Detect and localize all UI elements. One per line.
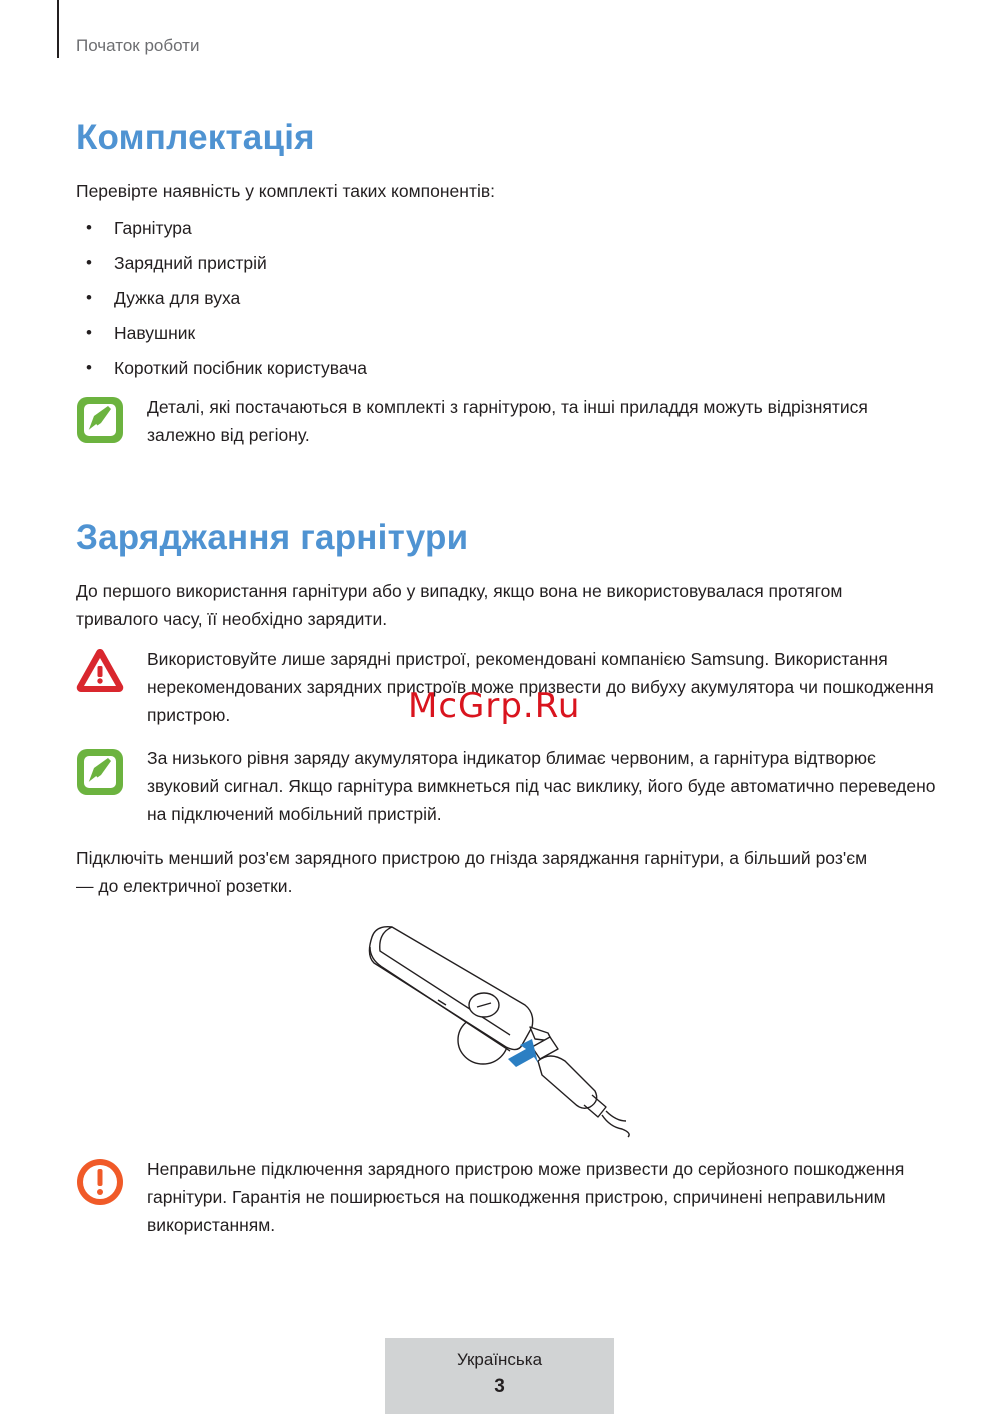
contents-intro: Перевірте наявність у комплекті таких компонентів: [76,181,496,201]
list-item: • Дужка для вуха [86,288,241,308]
list-item: • Навушник [86,323,196,343]
note-icon [75,395,125,445]
page-number: 3 [494,1376,505,1397]
charging-caution: Неправильне підключення зарядного пристрою може призвести до серйозного пошкодження гарнітури. Гарантія не поширюється на пошкодження пристрою, спричинені неправильним використанням. [147,1159,905,1235]
charging-warning: Використовуйте лише зарядні пристрої, рекомендовані компанією Samsung. Використання нерекомендованих зарядних пристроїв може призвести до вибуху акумулятора чи пошкодження пристрою. [147,649,934,725]
warning-icon [75,646,125,696]
footer-language: Українська [456,1350,543,1369]
contents-list [86,214,367,389]
page-footer [385,1338,614,1414]
running-header: Початок роботи [76,36,200,55]
watermark: McGrp.Ru [408,686,581,726]
list-item: • Гарнітура [86,218,192,238]
header-rule [57,0,59,58]
charging-note: За низького рівня заряду акумулятора індикатор блимає червоним, а гарнітура відтворює звуковий сигнал. Якщо гарнітура вимкнеться під час виклику, його буде автоматично переведено на підключений мобільний пристрій. [147,748,936,824]
list-item: • Короткий посібник користувача [86,358,368,378]
charging-instruction: Підключіть менший роз'єм зарядного пристрою до гнізда заряджання гарнітури, а більший роз'єм — до електричної розетки. [76,848,868,896]
charging-illustration [360,915,640,1140]
list-item: • Зарядний пристрій [86,253,267,273]
caution-icon [75,1157,125,1207]
section-title-charging: Заряджання гарнітури [76,518,469,557]
note-icon [75,747,125,797]
charging-intro: До першого використання гарнітури або у випадку, якщо вона не використовувалася протягом тривалого часу, її необхідно зарядити. [76,581,843,629]
section-title-contents: Комплектація [76,118,315,157]
contents-note: Деталі, які постачаються в комплекті з гарнітурою, та інші приладдя можуть відрізнятися залежно від регіону. [147,397,868,445]
